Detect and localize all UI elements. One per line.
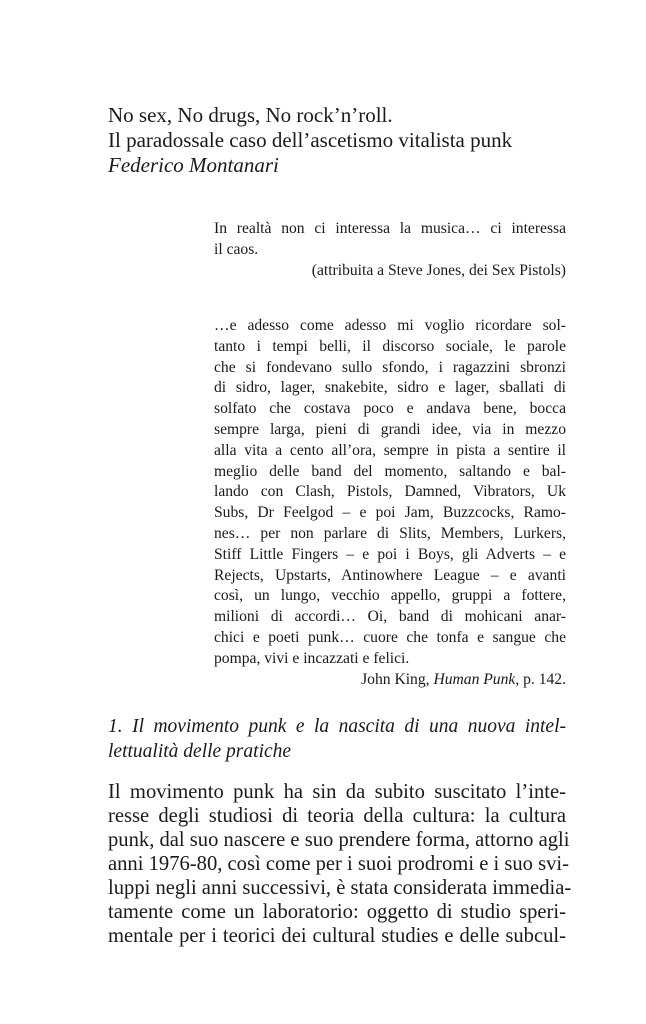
body-line: Il movimento punk ha sin da subito suscitato l’inte- — [108, 781, 566, 803]
body-line: resse degli studiosi di teoria della cultura: la cultura — [108, 805, 566, 827]
body-paragraph — [108, 780, 572, 948]
attribution-author: John King, — [361, 670, 434, 688]
chapter-author: Federico Montanari — [108, 153, 279, 177]
epigraph-2-attribution — [214, 670, 566, 691]
section-heading-line-1: 1. Il movimento punk e la nascita di una nuova intel- — [108, 716, 566, 737]
epigraph-2-line: sempre larga, pieni di grandi idee, via in mezzo — [214, 420, 566, 438]
epigraph-2-line: solfato che costava poco e andava bene, bocca — [214, 400, 566, 418]
epigraph-2-line: che si fondevano sullo sfondo, i ragazzini sbronzi — [214, 358, 566, 376]
section-heading — [108, 714, 566, 764]
epigraph-2-line: di sidro, lager, snakebite, sidro e lager, sballati di — [214, 379, 566, 397]
attribution-work-title: Human Punk — [433, 670, 516, 688]
chapter-title-line-2: Il paradossale caso dell’ascetismo vitalista punk — [108, 128, 513, 152]
body-line: tamente come un laboratorio: oggetto di studio speri- — [108, 901, 566, 923]
chapter-title-block — [108, 103, 588, 178]
epigraph-2-line: alla vita a cento all’ora, sempre in pista a sentire il — [214, 441, 566, 459]
section-heading-line-2: lettualità delle pratiche — [108, 741, 292, 762]
epigraph-2-line: pompa, vivi e incazzati e felici. — [214, 649, 410, 667]
epigraph-2-line: così, un lungo, vecchio appello, gruppi a fottere, — [214, 587, 566, 605]
epigraph-2-line: nes… per non parlare di Slits, Members, Lurkers, — [214, 524, 566, 542]
body-line: luppi negli anni successivi, è stata considerata immedia- — [108, 877, 572, 899]
chapter-title-line-1: No sex, No drugs, No rock’n’roll. — [108, 103, 393, 127]
epigraph-2 — [214, 316, 566, 690]
epigraph-2-line: Subs, Dr Feelgod – e poi Jam, Buzzcocks, Ramo- — [214, 504, 566, 522]
epigraph-2-line: milioni di accordi… Oi, band di mohicani anar- — [214, 608, 566, 626]
epigraph-2-line: chici e poeti punk… cuore che tonfa e sangue che — [214, 628, 566, 646]
epigraph-1-line: In realtà non ci interessa la musica… ci interessa — [214, 220, 566, 237]
epigraph-1 — [214, 219, 566, 281]
epigraph-1-line: il caos. — [214, 240, 259, 258]
epigraph-2-line: Rejects, Upstarts, Antinowhere League – e avanti — [214, 566, 566, 584]
epigraph-2-line: …e adesso come adesso mi voglio ricordare sol- — [214, 317, 566, 334]
epigraph-2-line: tanto i tempi belli, il discorso sociale, le parole — [214, 337, 566, 355]
body-line: mentale per i teorici dei cultural studies e delle subcul- — [108, 925, 566, 947]
body-line: punk, dal suo nascere e suo prendere forma, attorno agli — [108, 829, 570, 851]
attribution-page: , p. 142. — [515, 670, 566, 688]
epigraph-1-attribution: (attribuita a Steve Jones, dei Sex Pistols) — [311, 261, 566, 279]
epigraph-2-line: meglio delle band del momento, saltando e bal- — [214, 462, 566, 480]
epigraph-2-line: lando con Clash, Pistols, Damned, Vibrators, Uk — [214, 483, 566, 501]
epigraph-2-line: Stiff Little Fingers – e poi i Boys, gli Adverts – e — [214, 545, 566, 563]
body-line: anni 1976-80, così come per i suoi prodromi e i suo svi- — [108, 853, 569, 875]
